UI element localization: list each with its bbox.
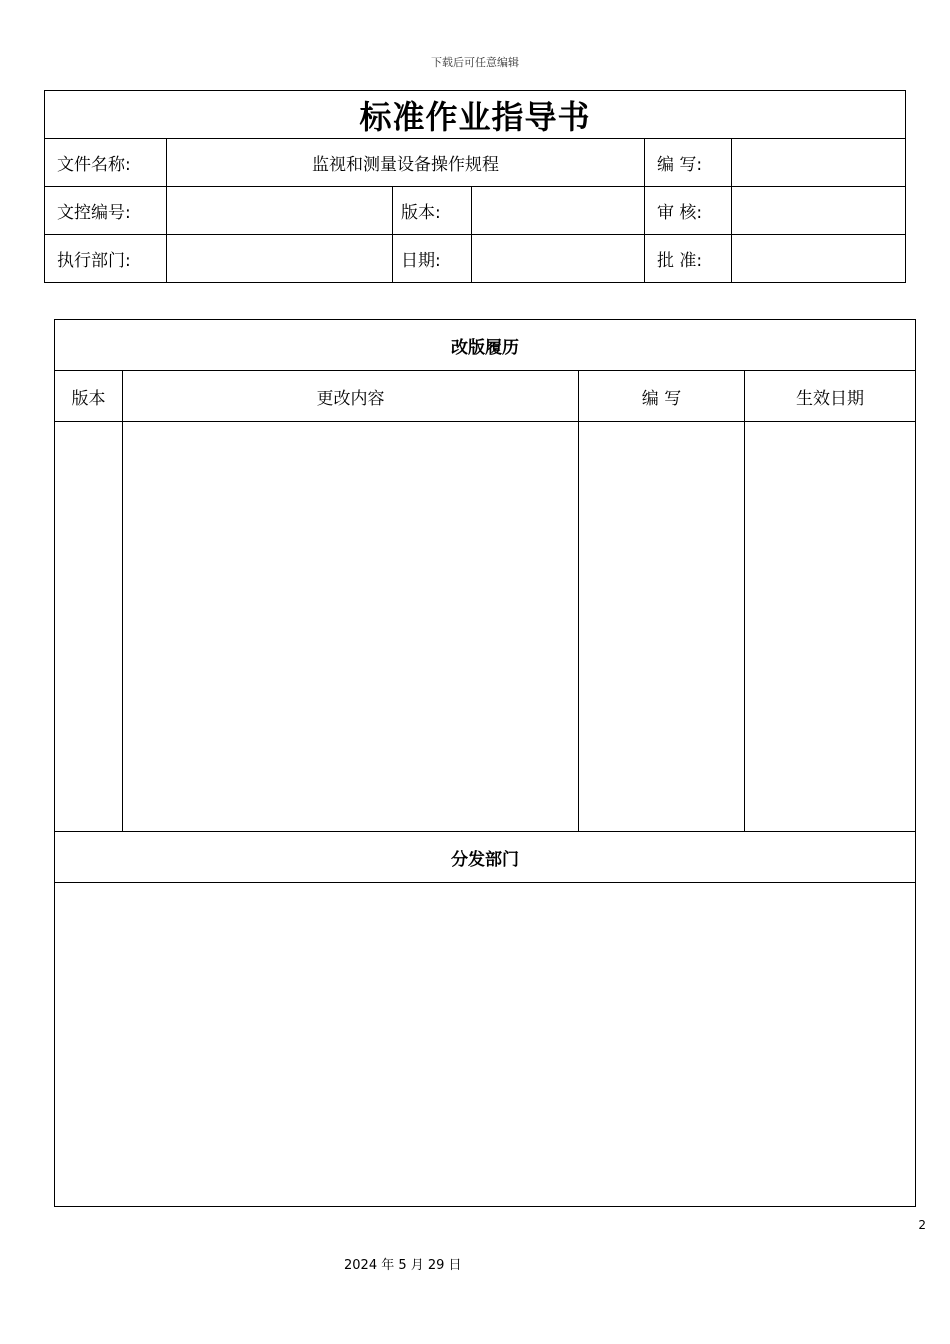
distribution-body-cell bbox=[55, 883, 916, 1207]
author-label: 编 写: bbox=[645, 139, 732, 187]
dept-value bbox=[167, 235, 393, 283]
revision-version-cell bbox=[55, 422, 123, 832]
footer-date: 2024 年 5 月 29 日 bbox=[344, 1258, 462, 1273]
column-header-changes: 更改内容 bbox=[123, 371, 579, 422]
document-title: 标准作业指导书 bbox=[45, 91, 906, 139]
column-header-author: 编 写 bbox=[579, 371, 745, 422]
revision-author-cell bbox=[579, 422, 745, 832]
revision-date-cell bbox=[745, 422, 916, 832]
review-value bbox=[732, 187, 906, 235]
approve-value bbox=[732, 235, 906, 283]
watermark-text: 下载后可任意编辑 bbox=[431, 56, 519, 69]
revision-history-title: 改版履历 bbox=[55, 320, 916, 371]
file-name-label: 文件名称: bbox=[45, 139, 167, 187]
revision-empty-row bbox=[55, 422, 916, 832]
date-value bbox=[472, 235, 645, 283]
doc-no-label: 文控编号: bbox=[45, 187, 167, 235]
revision-history-table bbox=[54, 319, 916, 1207]
version-label: 版本: bbox=[393, 187, 472, 235]
column-header-version: 版本 bbox=[55, 371, 123, 422]
document-header-table bbox=[44, 90, 906, 283]
distribution-title: 分发部门 bbox=[55, 832, 916, 883]
dept-label: 执行部门: bbox=[45, 235, 167, 283]
column-header-effective-date: 生效日期 bbox=[745, 371, 916, 422]
date-label: 日期: bbox=[393, 235, 472, 283]
revision-changes-cell bbox=[123, 422, 579, 832]
approve-label: 批 准: bbox=[645, 235, 732, 283]
review-label: 审 核: bbox=[645, 187, 732, 235]
doc-no-value bbox=[167, 187, 393, 235]
file-name-value: 监视和测量设备操作规程 bbox=[167, 139, 645, 187]
author-value bbox=[732, 139, 906, 187]
version-value bbox=[472, 187, 645, 235]
page-number: 2 bbox=[918, 1218, 926, 1232]
